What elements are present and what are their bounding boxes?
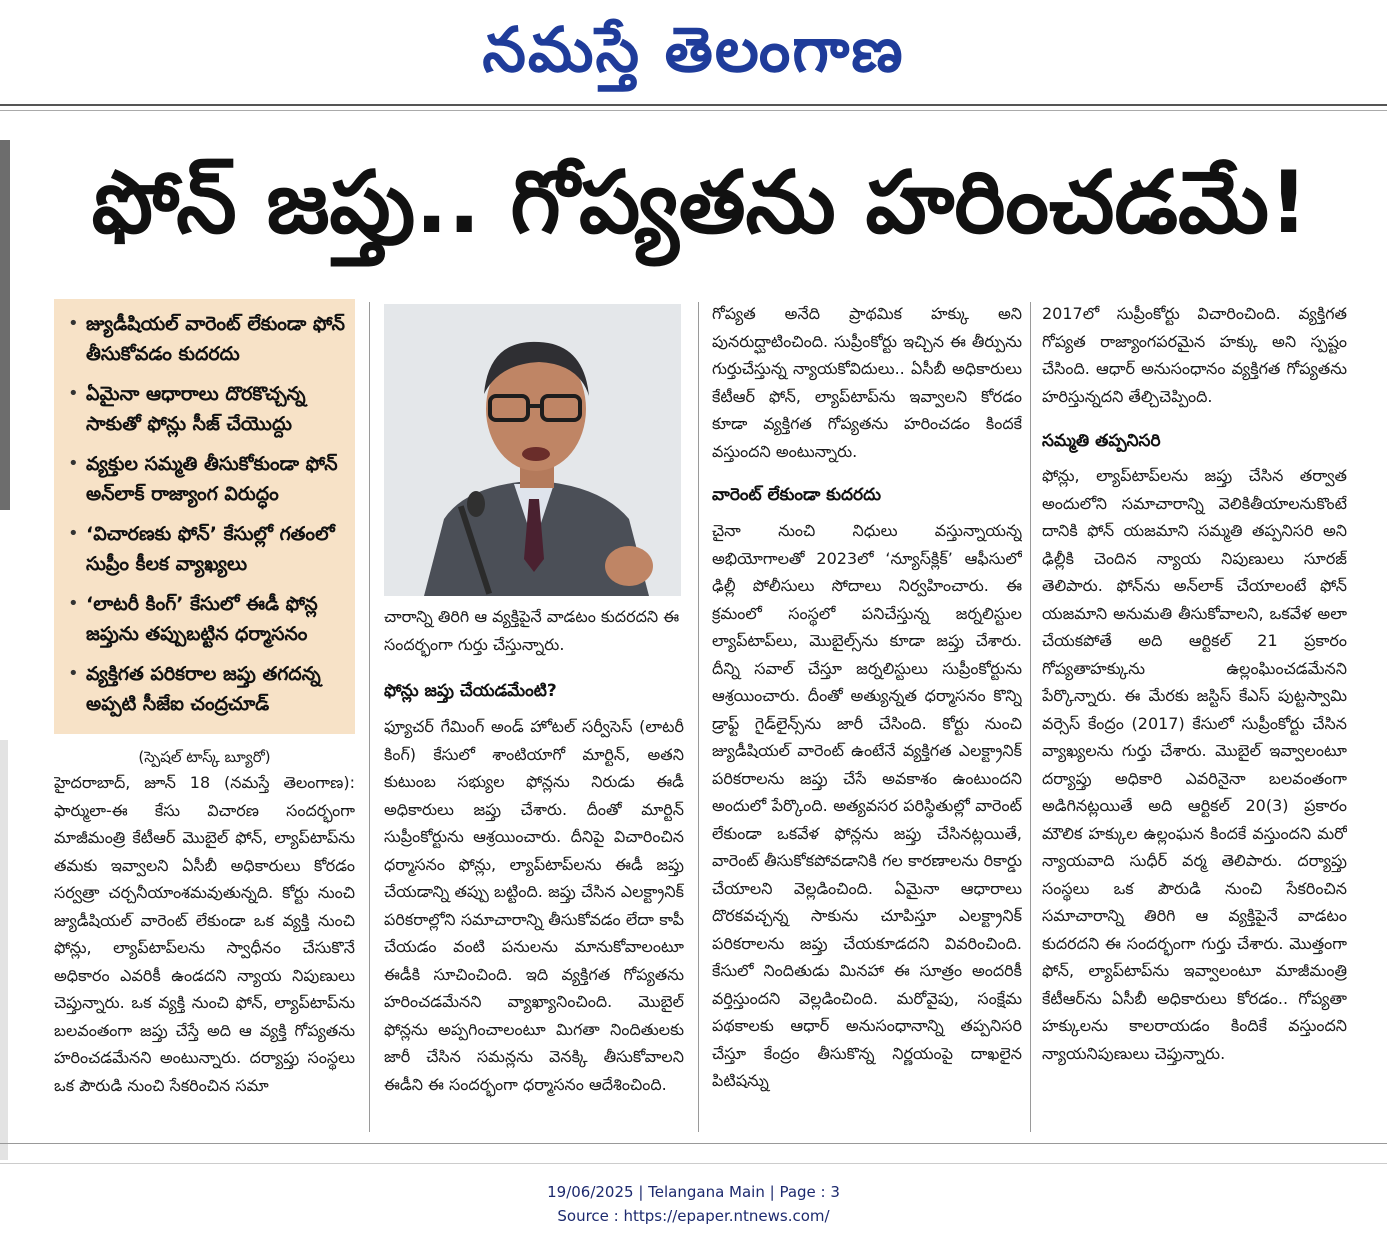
subheading-phones-seizure: ఫోన్లు జప్తు చేయడమేంటి? bbox=[384, 681, 557, 701]
article-paragraph: 2017లో సుప్రీంకోర్టు విచారించింది. వ్యక్తిగత గోప్యత రాజ్యాంగపరమైన హక్కు అని స్పష్టం చేసింది. ఆధార్ అనుసంధానం వ్యక్తిగత గోప్యతను హరిస్తున్నదని తేల్చిచెప్పింది. bbox=[1042, 304, 1347, 406]
column-divider bbox=[698, 302, 699, 1132]
highlight-item bbox=[68, 589, 345, 649]
page-bottom-divider bbox=[0, 1143, 1387, 1144]
photo-caption: చారాన్ని తిరిగి ఆ వ్యక్తిపైనే వాడటం కుదరదని ఈ సందర్భంగా గుర్తు చేస్తున్నారు. bbox=[384, 607, 680, 654]
speaker-photo-illustration bbox=[384, 304, 681, 596]
bullet-icon: • bbox=[68, 453, 79, 474]
article-column-3-top bbox=[712, 300, 1022, 464]
article-paragraph: హైదరాబాద్, జూన్ 18 (నమస్తే తెలంగాణ): ఫార్ములా-ఈ కేసు విచారణ సందర్భంగా మాజీమంత్రి కేటీఆర్ మొబైల్ ఫోన్, ల్యాప్‌టాప్‌ను తమకు ఇవ్వాలని ఏసీబీ అధికారులు కోరడం సర్వత్రా చర్చనీయాంశమవుతున్నది. కోర్టు నుంచి జ్యుడీషియల్ వారెంట్ లేకుండా ఒక వ్యక్తి నుంచి ఫోన్లు, ల్యాప్‌టాప్‌లను స్వాధీనం చేసుకొనే అధికారం ఎవరికీ ఉండదని న్యాయ నిపుణులు చెప్తున్నారు. ఒక వ్యక్తి నుంచి ఫోన్, ల్యాప్‌టాప్‌ను బలవంతంగా జప్తు చేస్తే అది ఆ వ్యక్తి గోప్యతను హరించడమేనని అంటున్నారు. దర్యాప్తు సంస్థలు ఒక పౌరుడి నుంచి సేకరించిన సమా bbox=[54, 773, 355, 1095]
page-bottom-divider-thin bbox=[0, 1163, 1387, 1164]
highlight-item bbox=[68, 309, 345, 369]
article-paragraph: ఫ్యూచర్ గేమింగ్ అండ్ హోటల్ సర్వీసెస్ (లాటరీ కింగ్) కేసులో శాంటియాగో మార్టిన్, అతని కుటుంబ సభ్యుల ఫోన్లను నిరుడు ఈడీ అధికారులు జప్తు చేశారు. దీంతో మార్టిన్ సుప్రీంకోర్టును ఆశ్రయించారు. దీనిపై విచారించిన ధర్మాసనం ఫోన్లు, ల్యాప్‌టాప్‌లను ఈడీ జప్తు చేయడాన్ని తప్పు బట్టింది. జప్తు చేసిన ఎలక్ట్రానిక్ పరికరాల్లోని సమాచారాన్ని తీసుకోవడం లేదా కాపీ చేయడం వంటి పనులను మానుకోవాలంటూ ఈడీకి సూచించింది. ఇది వ్యక్తిగత గోప్యతను హరించడమేనని వ్యాఖ్యానించింది. మొబైల్ ఫోన్లను అప్పగించాలంటూ మిగతా నిందితులకు జారీ చేసిన సమన్లను వెనక్కి తీసుకోవాలని ఈడీని ఈ సందర్భంగా ధర్మాసనం ఆదేశించింది. bbox=[384, 717, 684, 1094]
masthead-divider-thin bbox=[0, 110, 1387, 111]
column-divider bbox=[1030, 302, 1031, 1132]
highlight-item bbox=[68, 659, 345, 719]
footer-edition-info: 19/06/2025 | Telangana Main | Page : 3 bbox=[547, 1183, 840, 1201]
adjacent-article-edge bbox=[0, 740, 8, 1160]
byline: (స్పెషల్ టాస్క్ బ్యూరో) bbox=[138, 748, 271, 766]
highlight-text: వ్యక్తుల సమ్మతి తీసుకోకుండా ఫోన్ అన్‌లాక్ రాజ్యాంగ విరుద్ధం bbox=[86, 453, 338, 505]
subheading-consent: సమ్మతి తప్పనిసరి bbox=[1042, 431, 1161, 451]
footer-source-link[interactable]: Source : https://epaper.ntnews.com/ bbox=[557, 1207, 830, 1225]
adjacent-article-photo-edge bbox=[0, 140, 10, 510]
article-column-4-top bbox=[1042, 300, 1347, 410]
headline: ఫోన్ జప్తు.. గోప్యతను హరించడమే! bbox=[91, 153, 1309, 253]
bullet-icon: • bbox=[68, 383, 79, 404]
masthead bbox=[0, 0, 1387, 104]
highlights-box bbox=[54, 299, 355, 734]
bullet-icon: • bbox=[68, 313, 79, 334]
highlight-text: ఏమైనా ఆధారాలు దొరకొచ్చన్న సాకుతో ఫోన్లు సీజ్ చేయొద్దు bbox=[86, 383, 306, 435]
highlight-text: ‘లాటరీ కింగ్’ కేసులో ఈడీ ఫోన్ల జప్తును తప్పుబట్టిన ధర్మాసనం bbox=[86, 593, 318, 645]
article-column-4 bbox=[1042, 462, 1347, 1107]
highlight-text: ‘విచారణకు ఫోన్’ కేసుల్లో గతంలో సుప్రీం కీలక వ్యాఖ్యలు bbox=[86, 523, 335, 575]
masthead-divider bbox=[0, 104, 1387, 106]
highlight-item bbox=[68, 379, 345, 439]
bullet-icon: • bbox=[68, 523, 79, 544]
article-column-2 bbox=[384, 713, 684, 1133]
highlight-item bbox=[68, 519, 345, 579]
article-paragraph: ఫోన్లు, ల్యాప్‌టాప్‌లను జప్తు చేసిన తర్వాత అందులోని సమాచారాన్ని వెలికితీయాలనుకొంటే దానికి ఫోన్ యజమాని సమ్మతి తప్పనిసరి అని ఢిల్లీకి చెందిన న్యాయ నిపుణులు సూరజ్ తెలిపారు. ఫోన్‌ను అన్‌లాక్ చేయాలంటే ఫోన్ యజమాని అనుమతి తీసుకోవాలని, ఒకవేళ అలా చేయకపోతే అది ఆర్టికల్ 21 ప్రకారం గోప్యతాహక్కును ఉల్లంఘించడమేనని పేర్కొన్నారు. ఈ మేరకు జస్టిస్ కేఎస్ పుట్టస్వామి వర్సెస్ కేంద్రం (2017) కేసులో సుప్రీంకోర్టు చేసిన వ్యాఖ్యలను గుర్తు చేశారు. మొబైల్ ఇవ్వాలంటూ దర్యాప్తు అధికారి ఎవరినైనా బలవంతంగా అడిగినట్లయితే అది ఆర్టికల్ 20(3) ప్రకారం మౌలిక హక్కుల ఉల్లంఘన కిందకే వస్తుందని మరో న్యాయవాది సుధీర్ వర్మ తెలిపారు. దర్యాప్తు సంస్థలు ఒక పౌరుడి నుంచి సేకరించిన సమాచారాన్ని తిరిగి ఆ వ్యక్తిపైనే వాడటం కుదరదని ఈ సందర్భంగా గుర్తు చేశారు. మొత్తంగా ఫోన్, ల్యాప్‌టాప్‌ను ఇవ్వాలంటూ మాజీమంత్రి కేటీఆర్‌ను ఏసీబీ అధికారులు కోరడం.. గోప్యతా హక్కులను కాలరాయడం కిందికే వస్తుందని న్యాయనిపుణులు చెప్తున్నారు. bbox=[1042, 466, 1347, 1063]
article-column-3 bbox=[712, 517, 1022, 1134]
highlight-text: జ్యుడీషియల్ వారెంట్ లేకుండా ఫోన్ తీసుకోవడం కుదరదు bbox=[86, 313, 345, 365]
column-divider bbox=[369, 302, 370, 1132]
article-paragraph: గోప్యత అనేది ప్రాథమిక హక్కు అని పునరుద్ఘాటించింది. సుప్రీంకోర్టు ఇచ్చిన ఈ తీర్పును గుర్తుచేస్తున్న న్యాయకోవిదులు.. ఏసీబీ అధికారులు కేటీఆర్ ఫోన్, ల్యాప్‌టాప్‌ను ఇవ్వాలని కోరడం కూడా వ్యక్తిగత గోప్యతను హరించడం కిందకే వస్తుందని అంటున్నారు. bbox=[712, 304, 1022, 461]
highlight-item bbox=[68, 449, 345, 509]
article-column-1 bbox=[54, 769, 355, 1131]
speaker-photo bbox=[384, 304, 681, 596]
subheading-warrant: వారెంట్ లేకుండా కుదరదు bbox=[712, 485, 881, 505]
article-paragraph: చైనా నుంచి నిధులు వస్తున్నాయన్న అభియోగాలతో 2023లో ‘న్యూస్‌క్లిక్’ ఆఫీసులో ఢిల్లీ పోలీసులు సోదాలు నిర్వహించారు. ఈ క్రమంలో సంస్థలో పనిచేస్తున్న జర్నలిస్టుల ల్యాప్‌టాప్‌లు, మొబైల్స్‌ను కూడా జప్తు చేశారు. దీన్ని సవాల్ చేస్తూ జర్నలిస్టులు సుప్రీంకోర్టును ఆశ్రయించారు. దీంతో అత్యున్నత ధర్మాసనం కొన్ని డ్రాఫ్ట్ గైడ్‌లైన్స్‌ను జారీ చేసింది. కోర్టు నుంచి జ్యుడీషియల్ వారెంట్ ఉంటేనే వ్యక్తిగత ఎలక్ట్రానిక్ పరికరాలను జప్తు చేసే అవకాశం ఉంటుందని అందులో పేర్కొంది. అత్యవసర పరిస్థితుల్లో వారెంట్ లేకుండా ఒకవేళ ఫోన్లను జప్తు చేసినట్లయితే, వారెంట్ తీసుకోకపోవడానికి గల కారణాలను రికార్డు చేయాలని వెల్లడించింది. ఏమైనా ఆధారాలు దొరకవచ్చన్న సాకును చూపిస్తూ ఎలక్ట్రానిక్ పరికరాలను జప్తు చేయకూడదని వివరించింది. కేసులో నిందితుడు మినహా ఈ సూత్రం అందరికీ వర్తిస్తుందని వెల్లడించింది. మరోవైపు, సంక్షేమ పథకాలకు ఆధార్ అనుసంధానాన్ని తప్పనిసరి చేస్తూ కేంద్రం తీసుకొన్న నిర్ణయంపై దాఖలైన పిటిషన్ను bbox=[712, 521, 1022, 1090]
bullet-icon: • bbox=[68, 593, 79, 614]
masthead-logo: నమస్తే తెలంగాణ bbox=[482, 13, 905, 86]
highlight-text: వ్యక్తిగత పరికరాల జప్తు తగదన్న అప్పటి సీజేఐ చంద్రచూడ్ bbox=[86, 663, 321, 715]
bullet-icon: • bbox=[68, 663, 79, 684]
